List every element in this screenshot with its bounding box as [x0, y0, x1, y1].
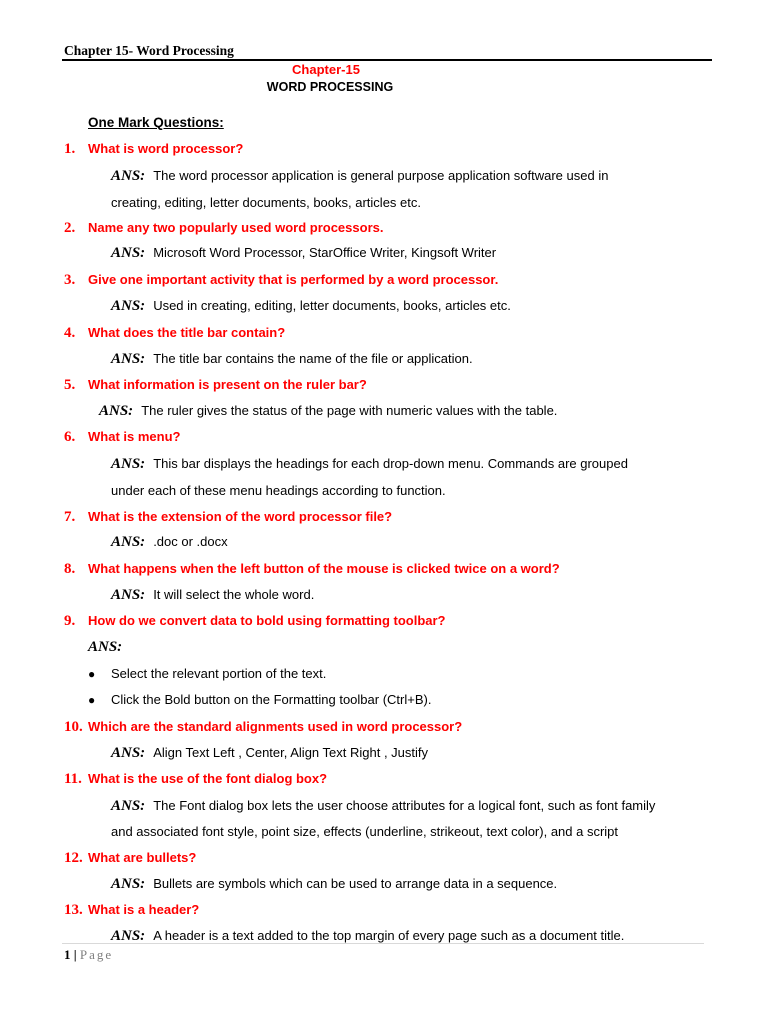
footer-rule	[62, 943, 704, 944]
question-text: What is menu?	[88, 429, 181, 444]
answer-text: Microsoft Word Processor, StarOffice Writer, Kingsoft Writer	[153, 245, 497, 260]
question-12	[64, 850, 196, 867]
answer-6	[111, 456, 628, 473]
answer-text: Align Text Left , Center, Align Text Right , Justify	[153, 745, 429, 760]
answer-1-continued: creating, editing, letter documents, books, articles etc.	[111, 195, 421, 210]
question-text: Give one important activity that is performed by a word processor.	[88, 272, 499, 287]
question-13	[64, 902, 199, 919]
bullet-icon: ●	[88, 693, 96, 707]
answer-3	[111, 298, 511, 315]
ans-label: ANS:	[111, 928, 146, 944]
page-number: 1	[64, 947, 71, 962]
question-number: 7.	[64, 509, 76, 525]
question-number: 13.	[64, 902, 83, 918]
question-number: 6.	[64, 429, 76, 445]
question-1	[64, 141, 243, 158]
answer-text: The word processor application is general purpose application software used in	[153, 168, 609, 183]
answer-text: .doc or .docx	[153, 534, 228, 549]
ans-label: ANS:	[111, 534, 146, 550]
question-number: 4.	[64, 325, 76, 341]
answer-text: The Font dialog box lets the user choose attributes for a logical font, such as font family	[153, 798, 656, 813]
ans-label: ANS:	[111, 351, 146, 367]
answer-11	[111, 798, 655, 815]
answer-5	[99, 403, 557, 420]
question-number: 9.	[64, 613, 76, 629]
header-rule	[62, 59, 712, 61]
ans-label: ANS:	[111, 798, 146, 814]
answer-10	[111, 745, 428, 762]
answer-7	[111, 534, 228, 551]
question-5	[64, 377, 367, 394]
answer-text: The ruler gives the status of the page with numeric values with the table.	[141, 403, 558, 418]
answer-2	[111, 245, 496, 262]
question-text: What information is present on the ruler bar?	[88, 377, 367, 392]
question-number: 10.	[64, 719, 83, 735]
page-header: Chapter 15- Word Processing	[64, 43, 234, 58]
question-number: 11.	[64, 771, 82, 787]
ans-label: ANS:	[111, 587, 146, 603]
question-7	[64, 509, 392, 526]
bullet-item	[88, 692, 431, 707]
chapter-subtitle: WORD PROCESSING	[266, 80, 394, 94]
ans-label: ANS:	[111, 245, 146, 261]
question-number: 8.	[64, 561, 76, 577]
bullet-icon: ●	[88, 667, 96, 681]
answer-1	[111, 168, 608, 185]
page-footer	[64, 947, 113, 963]
footer-separator: |	[73, 947, 77, 962]
page-label: Page	[79, 947, 114, 962]
answer-text: Used in creating, editing, letter documents, books, articles etc.	[153, 298, 511, 313]
section-heading: One Mark Questions:	[88, 115, 224, 130]
question-text: What is the use of the font dialog box?	[88, 771, 328, 786]
answer-text: It will select the whole word.	[153, 587, 315, 602]
ans-label: ANS:	[88, 639, 123, 655]
answer-text: Bullets are symbols which can be used to arrange data in a sequence.	[153, 876, 558, 891]
question-text: Which are the standard alignments used in word processor?	[88, 719, 463, 734]
answer-4	[111, 351, 473, 368]
question-4	[64, 325, 285, 342]
answer-9	[88, 639, 130, 656]
question-text: What is the extension of the word processor file?	[88, 509, 393, 524]
ans-label: ANS:	[99, 403, 134, 419]
bullet-text: Click the Bold button on the Formatting toolbar (Ctrl+B).	[111, 692, 432, 707]
answer-text: A header is a text added to the top margin of every page such as a document title.	[153, 928, 625, 943]
question-9	[64, 613, 446, 630]
ans-label: ANS:	[111, 876, 146, 892]
ans-label: ANS:	[111, 456, 146, 472]
answer-8	[111, 587, 314, 604]
question-6	[64, 429, 180, 446]
question-text: Name any two popularly used word processors.	[88, 220, 384, 235]
question-11	[64, 771, 327, 788]
bullet-item	[88, 666, 326, 681]
question-number: 1.	[64, 141, 76, 157]
answer-11-continued: and associated font style, point size, effects (underline, strikeout, text color), and a script	[111, 824, 619, 839]
answer-6-continued: under each of these menu headings according to function.	[111, 483, 446, 498]
question-3	[64, 272, 498, 289]
answer-text: The title bar contains the name of the file or application.	[153, 351, 473, 366]
question-text: What are bullets?	[88, 850, 197, 865]
question-text: What does the title bar contain?	[88, 325, 286, 340]
question-text: What is word processor?	[88, 141, 244, 156]
answer-12	[111, 876, 557, 893]
question-10	[64, 719, 462, 736]
bullet-text: Select the relevant portion of the text.	[111, 666, 327, 681]
question-number: 2.	[64, 220, 76, 236]
question-number: 3.	[64, 272, 76, 288]
question-number: 12.	[64, 850, 83, 866]
question-number: 5.	[64, 377, 76, 393]
question-text: How do we convert data to bold using formatting toolbar?	[88, 613, 446, 628]
ans-label: ANS:	[111, 298, 146, 314]
ans-label: ANS:	[111, 168, 146, 184]
question-8	[64, 561, 560, 578]
answer-text: This bar displays the headings for each drop-down menu. Commands are grouped	[153, 456, 628, 471]
question-text: What happens when the left button of the mouse is clicked twice on a word?	[88, 561, 560, 576]
question-text: What is a header?	[88, 902, 200, 917]
ans-label: ANS:	[111, 745, 146, 761]
question-2	[64, 220, 383, 237]
chapter-title: Chapter-15	[292, 62, 360, 77]
